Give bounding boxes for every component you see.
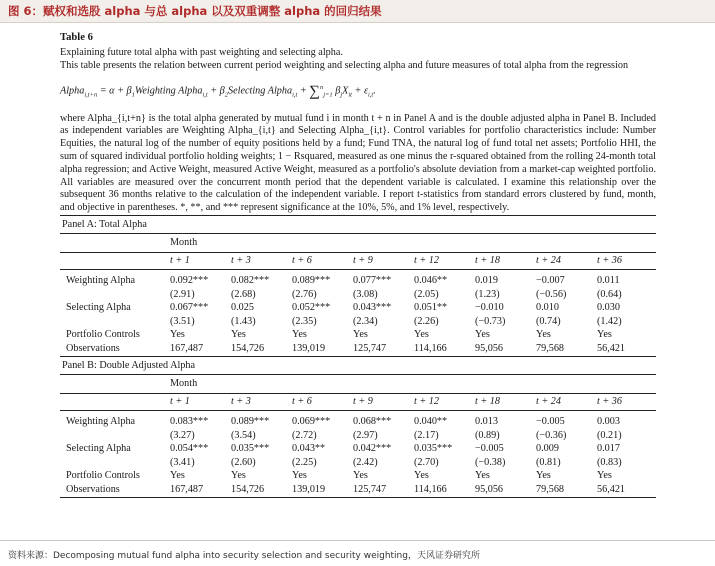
- table-cell: 0.042***: [353, 443, 392, 455]
- table-cell: 56,421: [595, 483, 656, 497]
- horizon-header: t + 12: [412, 252, 473, 269]
- table-cell: (2.35): [292, 315, 317, 327]
- table-cell: (3.51): [170, 315, 195, 327]
- table-cell: (2.42): [353, 456, 378, 468]
- table-row: [60, 429, 656, 443]
- table-cell: 154,726: [229, 342, 290, 356]
- row-label: [60, 429, 168, 443]
- table-cell: (2.34): [353, 315, 378, 327]
- table-cell: (2.68): [231, 288, 256, 300]
- horizon-header: t + 18: [473, 393, 534, 410]
- table-cell: 56,421: [595, 342, 656, 356]
- table-cell: 0.040**: [414, 416, 448, 428]
- table-cell: 95,056: [473, 342, 534, 356]
- source-note: 资料来源：Decomposing mutual fund alpha into security selection and security weighting，天风证券研究所: [8, 551, 480, 561]
- month-label: Month: [170, 377, 198, 389]
- table-cell: 0.083***: [170, 416, 209, 428]
- table-cell: 0.068***: [353, 416, 392, 428]
- table-cell: 125,747: [351, 342, 412, 356]
- table-cell: 79,568: [534, 483, 595, 497]
- table-cell: 139,019: [290, 483, 351, 497]
- table-row: [60, 329, 656, 343]
- table-row: [60, 483, 656, 497]
- regression-equation: Alpha$_{i,t+n}$ = $\alpha + \beta_1Weighting$ Alpha$_{i,t}$ + $\beta_2Selecting$ Alpha$_{i,t}$ + ∑$^n_{j=1}$ $\beta_jX_{it} + \varepsilon_{i,t}$.: [60, 83, 376, 100]
- table-cell: Yes: [597, 329, 612, 341]
- table-description: where Alpha_{i,t+n} is the total alpha generated by mutual fund i in month t + n in Panel A and is the double adjusted alpha in Panel B. Included as independent variables are Weighting Alpha_{i,t} and Selecting Alpha_{i,t}. Control variables for portfolio characteristics include: Number Equities, the natural log of the number of equity positions held by a fund; Fund TNA, the natural log of fund total net assets; Portfolio HHI, the sum of squared individual portfolio holding weights; 1 − Rsquared, measured as one minus the r-squared obtained from the rolling 24-month total alpha regression; and Active Weight, measured Active Weight, measured as a portfolio's absolute deviation from a market-cap weighted portfolio. All variables are measured over the concurrent month period that the dependent variable is calculated. I examine this relationship over the subsequent 36 months relative to the calculation of the independent variable. I report t-statistics from standard errors clustered by fund, month, and objective in parentheses. *, **, and *** represent significance at the 10%, 5%, and 1% level, respectively.: [60, 112, 656, 214]
- table-cell: (2.76): [292, 288, 317, 300]
- table-cell: 139,019: [290, 342, 351, 356]
- row-label: Observations: [60, 342, 168, 356]
- horizon-header: t + 3: [229, 393, 290, 410]
- table-cell: 0.092***: [170, 275, 209, 287]
- table-cell: 154,726: [229, 483, 290, 497]
- row-label: [60, 315, 168, 329]
- table-cell: (−0.36): [536, 429, 567, 441]
- horizon-header-row: [60, 393, 656, 410]
- source-footer: [0, 540, 715, 566]
- table-cell: 0.046**: [414, 275, 448, 287]
- table-cell: Yes: [597, 470, 612, 482]
- table-cell: 0.089***: [231, 416, 270, 428]
- table-cell: (2.97): [353, 429, 378, 441]
- horizon-header: t + 24: [534, 252, 595, 269]
- table-cell: (3.54): [231, 429, 256, 441]
- table-cell: (3.27): [170, 429, 195, 441]
- table-cell: (2.60): [231, 456, 256, 468]
- table-cell: Yes: [414, 329, 429, 341]
- horizon-header-row: [60, 252, 656, 269]
- table-cell: 0.043***: [353, 302, 392, 314]
- horizon-header: t + 1: [168, 393, 229, 410]
- panel-header: [60, 356, 656, 374]
- table-cell: Yes: [414, 470, 429, 482]
- table-row: [60, 456, 656, 470]
- horizon-header: t + 9: [351, 252, 412, 269]
- row-label: Selecting Alpha: [66, 302, 131, 314]
- table-cell: 0.054***: [170, 443, 209, 455]
- table-cell: 0.030: [597, 302, 620, 314]
- panel-title: Panel A: Total Alpha: [60, 215, 656, 233]
- table-cell: −0.005: [536, 416, 565, 428]
- table-cell: (0.83): [597, 456, 622, 468]
- horizon-header: t + 18: [473, 252, 534, 269]
- table-cell: 0.043**: [292, 443, 326, 455]
- table-cell: (0.64): [597, 288, 622, 300]
- panel-header: [60, 215, 656, 233]
- table-cell: 0.013: [475, 416, 498, 428]
- table-cell: 0.069***: [292, 416, 331, 428]
- table-cell: (0.21): [597, 429, 622, 441]
- table-cell: Yes: [536, 470, 551, 482]
- table-cell: 0.025: [231, 302, 254, 314]
- table-intro: This table presents the relation between current period weighting and selecting alpha and future measures of total alpha from the regression: [60, 59, 629, 71]
- table-cell: Yes: [170, 470, 185, 482]
- table-cell: Yes: [475, 329, 490, 341]
- table-subtitle: Explaining future total alpha with past weighting and selecting alpha.: [60, 46, 343, 58]
- table-cell: (−0.56): [536, 288, 567, 300]
- table-cell: (2.70): [414, 456, 439, 468]
- table-cell: Yes: [536, 329, 551, 341]
- table-cell: 95,056: [473, 483, 534, 497]
- table-cell: 0.035***: [231, 443, 270, 455]
- table-cell: (1.42): [597, 315, 622, 327]
- horizon-header: t + 36: [595, 393, 656, 410]
- table-cell: 0.082***: [231, 275, 270, 287]
- row-label: Observations: [60, 483, 168, 497]
- table-cell: 0.011: [597, 275, 620, 287]
- table-row: [60, 416, 656, 430]
- table-row: [60, 342, 656, 356]
- table-cell: (2.91): [170, 288, 195, 300]
- table-cell: 0.017: [597, 443, 620, 455]
- figure-caption: 图 6：赋权和选股 alpha 与总 alpha 以及双重调整 alpha 的回归结果: [8, 4, 382, 18]
- table-cell: −0.007: [536, 275, 565, 287]
- table-cell: Yes: [353, 329, 368, 341]
- panel-title: Panel B: Double Adjusted Alpha: [60, 356, 656, 374]
- month-row: [60, 374, 656, 393]
- table-row: [60, 288, 656, 302]
- table-cell: (2.17): [414, 429, 439, 441]
- table-cell: Yes: [231, 329, 246, 341]
- summation-symbol: ∑: [309, 83, 320, 100]
- table-cell: 167,487: [168, 342, 229, 356]
- row-label: [60, 288, 168, 302]
- table-cell: (3.41): [170, 456, 195, 468]
- horizon-header: t + 1: [168, 252, 229, 269]
- row-label: Portfolio Controls: [66, 329, 140, 341]
- table-cell: (2.05): [414, 288, 439, 300]
- table-cell: (−0.73): [475, 315, 506, 327]
- table-cell: −0.005: [475, 443, 504, 455]
- table-cell: Yes: [292, 329, 307, 341]
- month-label: Month: [170, 236, 198, 248]
- table-cell: Yes: [170, 329, 185, 341]
- table-row: [60, 470, 656, 484]
- row-label: Selecting Alpha: [66, 443, 131, 455]
- paper-excerpt: [60, 32, 656, 498]
- figure-header: [0, 0, 715, 23]
- row-label: [60, 456, 168, 470]
- table-row: [60, 275, 656, 289]
- row-label: Portfolio Controls: [66, 470, 140, 482]
- horizon-header: t + 6: [290, 252, 351, 269]
- table-cell: 167,487: [168, 483, 229, 497]
- table-title: Table 6: [60, 32, 93, 43]
- row-label: Weighting Alpha: [66, 416, 136, 428]
- table-cell: 114,166: [412, 342, 473, 356]
- horizon-header: t + 12: [412, 393, 473, 410]
- horizon-header: t + 3: [229, 252, 290, 269]
- table-cell: 0.067***: [170, 302, 209, 314]
- table-cell: 0.019: [475, 275, 498, 287]
- table-cell: Yes: [353, 470, 368, 482]
- horizon-header: t + 6: [290, 393, 351, 410]
- table-cell: 0.010: [536, 302, 559, 314]
- horizon-header: t + 36: [595, 252, 656, 269]
- table-cell: (0.89): [475, 429, 500, 441]
- table-cell: 0.052***: [292, 302, 331, 314]
- table-cell: Yes: [475, 470, 490, 482]
- row-label: Weighting Alpha: [66, 275, 136, 287]
- table-cell: 79,568: [534, 342, 595, 356]
- table-row: [60, 302, 656, 316]
- horizon-header: t + 24: [534, 393, 595, 410]
- table-cell: 0.035***: [414, 443, 453, 455]
- table-cell: (−0.38): [475, 456, 506, 468]
- table-row: [60, 443, 656, 457]
- table-cell: 125,747: [351, 483, 412, 497]
- table-cell: 0.089***: [292, 275, 331, 287]
- table-cell: (0.74): [536, 315, 561, 327]
- table-cell: 0.003: [597, 416, 620, 428]
- horizon-header: t + 9: [351, 393, 412, 410]
- table-cell: −0.010: [475, 302, 504, 314]
- table-cell: 0.051**: [414, 302, 448, 314]
- table-cell: (2.72): [292, 429, 317, 441]
- table-cell: Yes: [231, 470, 246, 482]
- results-table: [60, 215, 656, 498]
- table-cell: (3.08): [353, 288, 378, 300]
- table-cell: (2.26): [414, 315, 439, 327]
- month-row: [60, 233, 656, 252]
- table-row: [60, 315, 656, 329]
- table-cell: 0.009: [536, 443, 559, 455]
- table-cell: Yes: [292, 470, 307, 482]
- table-cell: 114,166: [412, 483, 473, 497]
- table-cell: (1.23): [475, 288, 500, 300]
- table-cell: 0.077***: [353, 275, 392, 287]
- table-cell: (1.43): [231, 315, 256, 327]
- table-cell: (2.25): [292, 456, 317, 468]
- table-cell: (0.81): [536, 456, 561, 468]
